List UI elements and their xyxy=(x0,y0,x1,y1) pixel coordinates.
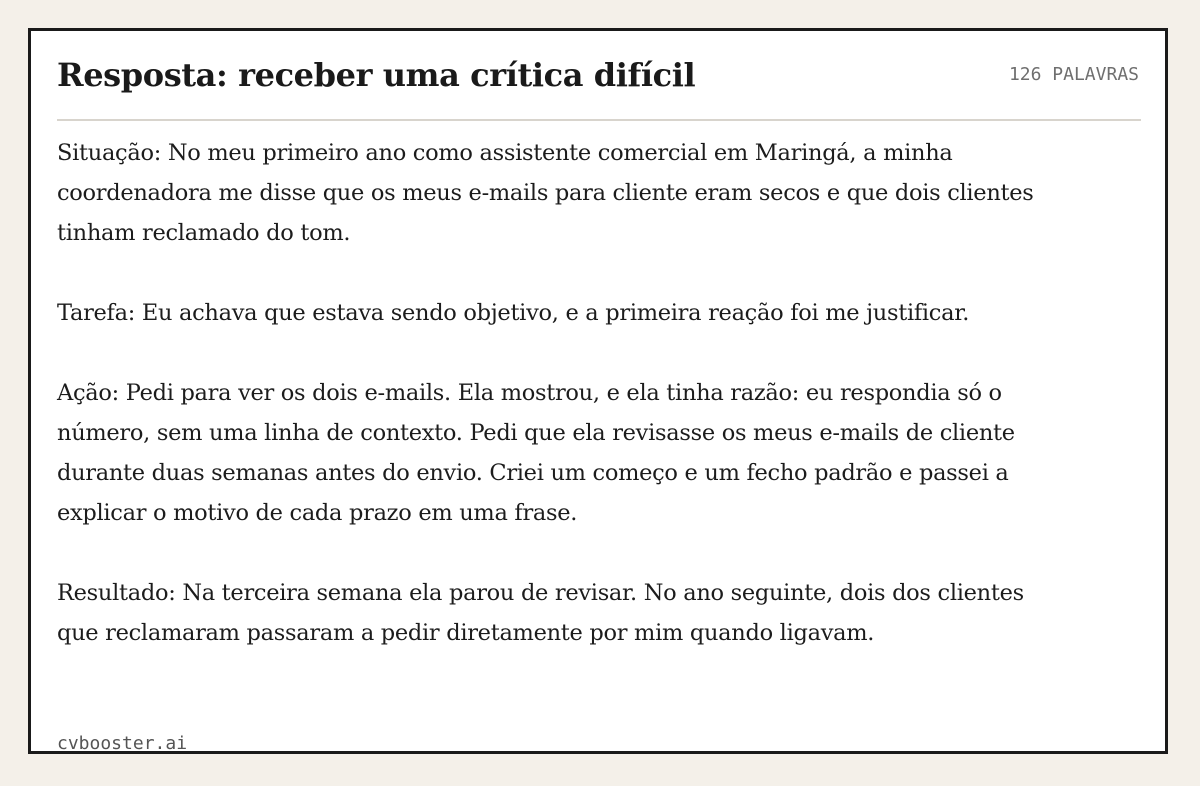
paragraph-task: Tarefa: Eu achava que estava sendo objetivo, e a primeira reação foi me justificar. xyxy=(57,300,970,326)
card-header xyxy=(57,51,1141,121)
answer-body xyxy=(57,133,1037,693)
paragraph-action: Ação: Pedi para ver os dois e-mails. Ela mostrou, e ela tinha razão: eu respondia só o número, sem uma linha de contexto. Pedi que ela revisasse os meus e-mails de cliente durante duas semanas antes do envio. Criei um começo e um fecho padrão e passei a explicar o motivo de cada prazo em uma frase. xyxy=(57,380,1015,526)
paragraph-result: Resultado: Na terceira semana ela parou de revisar. No ano seguinte, dois dos clientes que reclamaram passaram a pedir diretamente por mim quando ligavam. xyxy=(57,580,1024,646)
answer-title: Resposta: receber uma crítica difícil xyxy=(57,56,696,94)
answer-card xyxy=(28,28,1168,754)
paragraph-situation: Situação: No meu primeiro ano como assistente comercial em Maringá, a minha coordenadora me disse que os meus e-mails para cliente eram secos e que dois clientes tinham reclamado do tom. xyxy=(57,140,1034,246)
word-count-badge: 126 PALAVRAS xyxy=(1008,64,1139,85)
brand-footer: cvbooster.ai xyxy=(57,733,188,754)
